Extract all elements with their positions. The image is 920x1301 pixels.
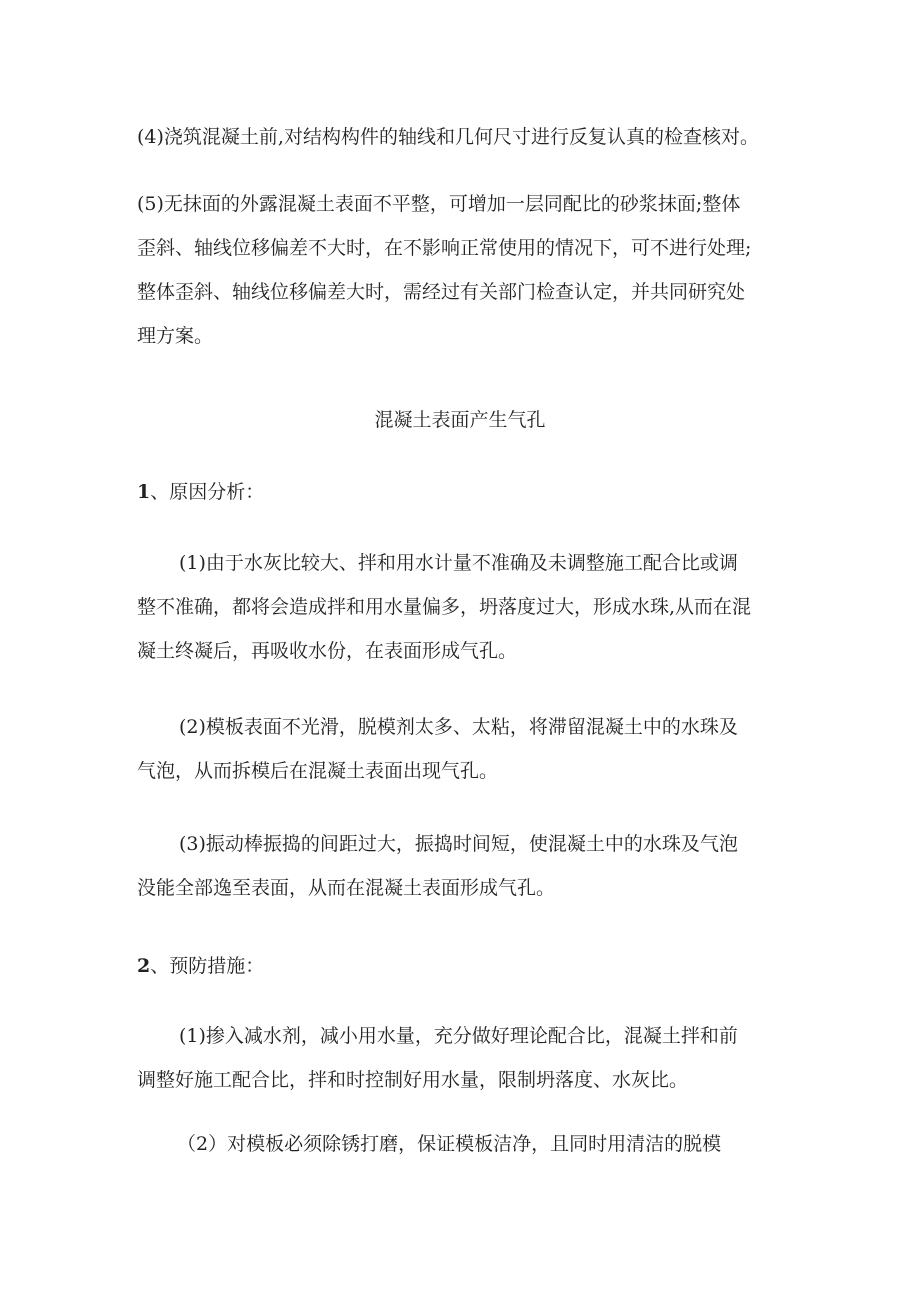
paragraph-4 (137, 115, 797, 159)
section-heading-text: 、预防措施： (150, 955, 265, 977)
paragraph-line: (5)无抹面的外露混凝土表面不平整，可增加一层同配比的砂浆抹面;整体 (137, 193, 741, 215)
section-1-heading (137, 470, 264, 514)
section-number: 2 (137, 955, 151, 977)
prevention-item-2 (137, 1122, 797, 1166)
section-title: 混凝土表面产生气孔 (374, 409, 546, 431)
paragraph-line: (2)模板表面不光滑，脱模剂太多、太粘，将滞留混凝土中的水珠及 (179, 716, 738, 738)
paragraph-line: (4)浇筑混凝土前,对结构构件的轴线和几何尺寸进行反复认真的检查核对。 (137, 126, 759, 148)
paragraph-line: 理方案。 (137, 325, 214, 347)
paragraph-line: 凝土终凝后，再吸收水份，在表面形成气孔。 (137, 640, 518, 662)
prevention-item-1 (137, 1014, 797, 1102)
section-heading-text: 、原因分析： (150, 481, 265, 503)
cause-item-3 (137, 822, 797, 910)
paragraph-line: （2）对模板必须除锈打磨，保证模板洁净，且同时用清洁的脱模 (177, 1133, 722, 1155)
paragraph-line: (3)振动棒振捣的间距过大，振捣时间短，使混凝土中的水珠及气泡 (179, 833, 738, 855)
cause-item-2 (137, 705, 797, 793)
paragraph-line: 歪斜、轴线位移偏差不大时，在不影响正常使用的情况下，可不进行处理; (137, 237, 752, 259)
paragraph-line: 气泡，从而拆模后在混凝土表面出现气孔。 (137, 760, 499, 782)
section-number: 1 (137, 481, 151, 503)
paragraph-5 (137, 182, 797, 358)
section-2-heading (137, 944, 264, 988)
paragraph-line: (1)掺入减水剂，减小用水量，充分做好理论配合比，混凝土拌和前 (179, 1025, 738, 1047)
paragraph-line: 整体歪斜、轴线位移偏差大时，需经过有关部门检查认定，并共同研究处 (137, 281, 746, 303)
paragraph-line: 没能全部逸至表面，从而在混凝土表面形成气孔。 (137, 877, 556, 899)
paragraph-line: 整不准确，都将会造成拌和用水量偏多，坍落度过大，形成水珠,从而在混 (137, 596, 752, 618)
paragraph-line: (1)由于水灰比较大、拌和用水计量不准确及未调整施工配合比或调 (179, 552, 738, 574)
paragraph-line: 调整好施工配合比，拌和时控制好用水量，限制坍落度、水灰比。 (137, 1069, 689, 1091)
cause-item-1 (137, 541, 797, 673)
